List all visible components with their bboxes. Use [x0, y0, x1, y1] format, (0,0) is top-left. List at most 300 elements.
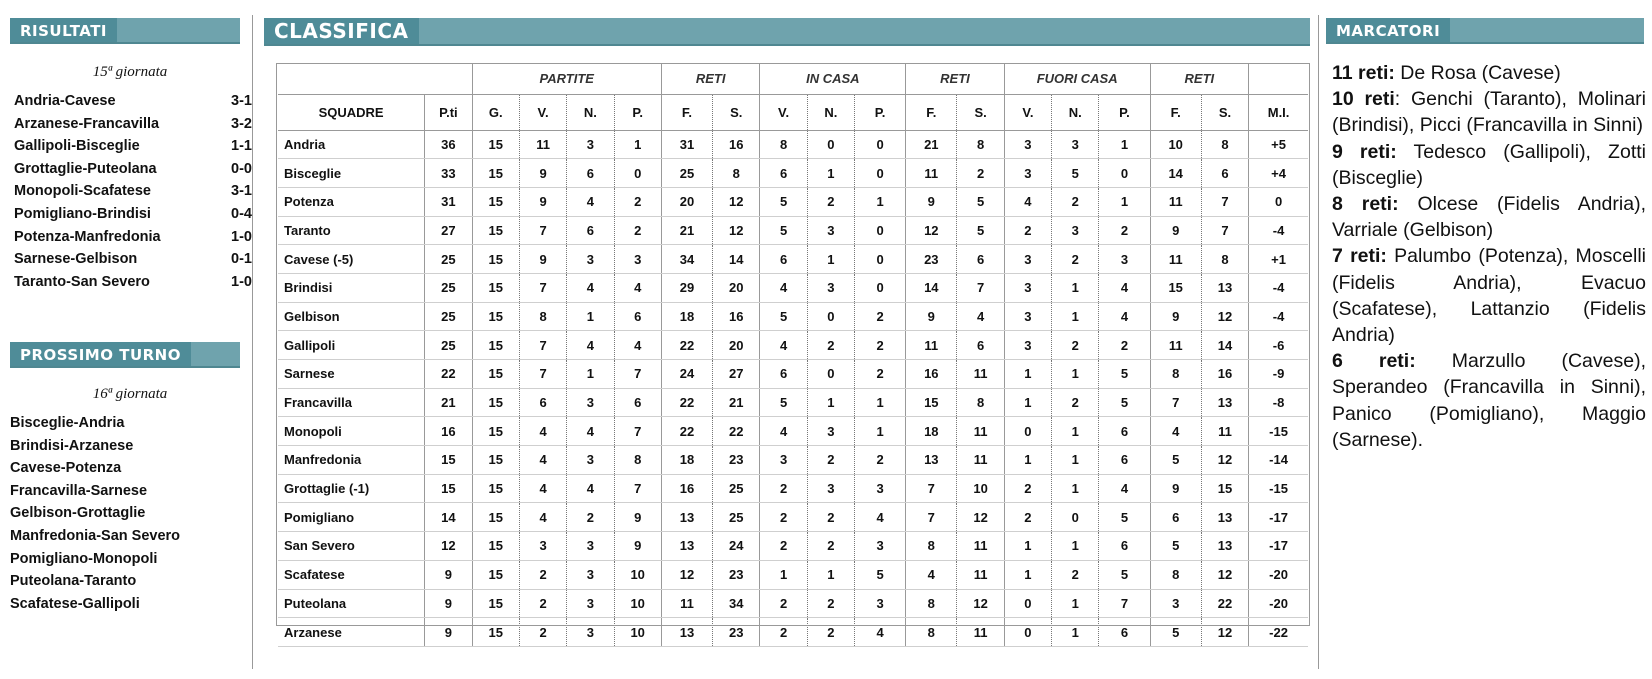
stat-cell: 12 [661, 560, 712, 589]
group-header: RETI [1150, 64, 1249, 94]
risultato-row [14, 180, 252, 203]
scorer-entry [1332, 86, 1646, 138]
stat-cell: 23 [713, 618, 760, 647]
stat-cell: 7 [906, 474, 957, 503]
stat-cell: 15 [472, 532, 519, 561]
stat-cell: 1 [1004, 560, 1051, 589]
prossimo-row: Pomigliano-Monopoli [10, 550, 158, 567]
stat-cell: 4 [567, 474, 614, 503]
stat-cell: 8 [713, 159, 760, 188]
stat-cell: 5 [1150, 532, 1201, 561]
stat-cell: 21 [425, 388, 472, 417]
stat-cell: 7 [906, 503, 957, 532]
stat-cell: 3 [1004, 302, 1051, 331]
team-name: Arzanese [278, 618, 425, 647]
stat-cell: -17 [1249, 503, 1308, 532]
stat-cell: 5 [1150, 446, 1201, 475]
stat-cell: 8 [1201, 130, 1248, 159]
standings-row [278, 589, 1308, 618]
column-header: S. [957, 94, 1004, 130]
team-name: Gelbison [278, 302, 425, 331]
stat-cell: 9 [906, 302, 957, 331]
stat-cell: 2 [519, 589, 566, 618]
stat-cell: 3 [567, 589, 614, 618]
stat-cell: 6 [1099, 532, 1150, 561]
stat-cell: +1 [1249, 245, 1308, 274]
stat-cell: 20 [713, 273, 760, 302]
stat-cell: 8 [614, 446, 661, 475]
stat-cell: 3 [567, 560, 614, 589]
stat-cell: 6 [519, 388, 566, 417]
stat-cell: 2 [1004, 503, 1051, 532]
stat-cell: 1 [1004, 532, 1051, 561]
stat-cell: 0 [1004, 417, 1051, 446]
stat-cell: 1 [1052, 417, 1099, 446]
stat-cell: 2 [855, 446, 906, 475]
stat-cell: 16 [661, 474, 712, 503]
stat-cell: 4 [567, 187, 614, 216]
stat-cell: 16 [1201, 360, 1248, 389]
prossimo-row: Puteolana-Taranto [10, 573, 137, 590]
stat-cell: 3 [567, 532, 614, 561]
match-score: 1-0 [231, 273, 252, 290]
stat-cell: 0 [614, 159, 661, 188]
stat-cell: 4 [614, 331, 661, 360]
stat-cell: 2 [807, 589, 854, 618]
team-name: Monopoli [278, 417, 425, 446]
prossimo-row: Francavilla-Sarnese [10, 482, 148, 499]
stat-cell: 11 [957, 560, 1004, 589]
stat-cell: 18 [661, 302, 712, 331]
classifica-header [264, 18, 1310, 46]
stat-cell: 15 [472, 130, 519, 159]
stat-cell: 4 [855, 618, 906, 647]
stat-cell: 12 [1201, 618, 1248, 647]
stat-cell: 11 [957, 360, 1004, 389]
stat-cell: 1 [760, 560, 807, 589]
standings-row [278, 618, 1308, 647]
stat-cell: 3 [1004, 130, 1051, 159]
stat-cell: 2 [567, 503, 614, 532]
stat-cell: 25 [425, 245, 472, 274]
stat-cell: 10 [614, 618, 661, 647]
column-header: N. [1052, 94, 1099, 130]
stat-cell: 12 [957, 503, 1004, 532]
column-header: F. [1150, 94, 1201, 130]
scorer-goals: 10 reti [1332, 88, 1395, 111]
stat-cell: 3 [1004, 273, 1051, 302]
stat-cell: 11 [906, 159, 957, 188]
stat-cell: 0 [1249, 187, 1308, 216]
stat-cell: -6 [1249, 331, 1308, 360]
stat-cell: 13 [661, 503, 712, 532]
stat-cell: 1 [1004, 360, 1051, 389]
stat-cell: 5 [1099, 360, 1150, 389]
stat-cell: 2 [614, 187, 661, 216]
risultato-row [14, 203, 252, 226]
stat-cell: 0 [855, 130, 906, 159]
stat-cell: 3 [855, 474, 906, 503]
stat-cell: 9 [1150, 216, 1201, 245]
risultato-row [14, 248, 252, 271]
stat-cell: 7 [1201, 216, 1248, 245]
prossimo-row: Gelbison-Grottaglie [10, 505, 146, 522]
scorer-names: Olcese (Fidelis Andria), Varriale (Gelbison) [1332, 193, 1646, 242]
group-header: RETI [661, 64, 760, 94]
stat-cell: 11 [1201, 417, 1248, 446]
standings-row [278, 560, 1308, 589]
stat-cell: 4 [567, 273, 614, 302]
stat-cell: 18 [661, 446, 712, 475]
stat-cell: 1 [855, 417, 906, 446]
team-name: Andria [278, 130, 425, 159]
stat-cell: 1 [855, 388, 906, 417]
stat-cell: 0 [855, 245, 906, 274]
stat-cell: 6 [1201, 159, 1248, 188]
stat-cell: 16 [713, 130, 760, 159]
stat-cell: 6 [614, 388, 661, 417]
stat-cell: 4 [855, 503, 906, 532]
stat-cell: -8 [1249, 388, 1308, 417]
stat-cell: 4 [1099, 474, 1150, 503]
match-score: 1-1 [231, 138, 252, 155]
stat-cell: 4 [1150, 417, 1201, 446]
stat-cell: 0 [855, 216, 906, 245]
match-score: 0-4 [231, 205, 252, 222]
classifica-title: CLASSIFICA [264, 18, 419, 44]
column-header: P. [614, 94, 661, 130]
stat-cell: 15 [472, 417, 519, 446]
match-score: 3-2 [231, 115, 252, 132]
stat-cell: 7 [519, 273, 566, 302]
stat-cell: 3 [1004, 331, 1051, 360]
stat-cell: -9 [1249, 360, 1308, 389]
stat-cell: 6 [760, 159, 807, 188]
stat-cell: 1 [807, 159, 854, 188]
stat-cell: 11 [1150, 187, 1201, 216]
marcatori-list [1332, 60, 1646, 453]
scorer-entry [1332, 243, 1646, 348]
stat-cell: 25 [425, 331, 472, 360]
risultati-header [10, 18, 240, 44]
stat-cell: 11 [661, 589, 712, 618]
stat-cell: 4 [760, 417, 807, 446]
stat-cell: 15 [472, 216, 519, 245]
scorer-goals: 6 reti: [1332, 350, 1416, 373]
scorer-entry [1332, 139, 1646, 191]
stat-cell: 9 [519, 159, 566, 188]
column-header: P. [1099, 94, 1150, 130]
stat-cell: 7 [614, 360, 661, 389]
stat-cell: 18 [906, 417, 957, 446]
team-name: San Severo [278, 532, 425, 561]
group-header: IN CASA [760, 64, 906, 94]
stat-cell: 14 [1201, 331, 1248, 360]
stat-cell: 6 [1099, 417, 1150, 446]
stat-cell: 1 [1052, 446, 1099, 475]
stat-cell: 11 [1150, 245, 1201, 274]
stat-cell: 4 [760, 273, 807, 302]
stat-cell: 12 [957, 589, 1004, 618]
stat-cell: 6 [957, 331, 1004, 360]
stat-cell: 10 [614, 589, 661, 618]
stat-cell: -4 [1249, 216, 1308, 245]
standings-row [278, 187, 1308, 216]
stat-cell: 22 [661, 417, 712, 446]
stat-cell: 3 [1052, 130, 1099, 159]
stat-cell: 1 [807, 560, 854, 589]
stat-cell: 34 [661, 245, 712, 274]
stat-cell: 22 [661, 388, 712, 417]
stat-cell: 13 [906, 446, 957, 475]
divider-left [252, 15, 253, 669]
stat-cell: 6 [1099, 446, 1150, 475]
stat-cell: 3 [1004, 159, 1051, 188]
stat-cell: 15 [472, 187, 519, 216]
standings-row [278, 388, 1308, 417]
match-teams: Potenza-Manfredonia [14, 228, 161, 245]
stat-cell: 2 [760, 503, 807, 532]
match-teams: Pomigliano-Brindisi [14, 205, 151, 222]
stat-cell: 14 [425, 503, 472, 532]
risultato-row [14, 90, 252, 113]
stat-cell: 1 [1052, 589, 1099, 618]
marcatori-header [1326, 18, 1644, 44]
scorer-goals: 7 reti: [1332, 245, 1387, 268]
standings-row [278, 245, 1308, 274]
prossimo-row: Bisceglie-Andria [10, 415, 125, 431]
scorer-names: Marzullo (Cavese), Sperandeo (Francavilla in Sinni), Panico (Pomigliano), Maggio (Sarnese). [1332, 350, 1646, 451]
stat-cell: 0 [855, 159, 906, 188]
match-teams: Arzanese-Francavilla [14, 115, 160, 132]
stat-cell: 11 [519, 130, 566, 159]
stat-cell: -17 [1249, 532, 1308, 561]
group-blank [278, 64, 472, 94]
stat-cell: 8 [957, 388, 1004, 417]
stat-cell: 8 [957, 130, 1004, 159]
stat-cell: 12 [1201, 446, 1248, 475]
stat-cell: 0 [1004, 589, 1051, 618]
stat-cell: 1 [1052, 532, 1099, 561]
team-name: Puteolana [278, 589, 425, 618]
stat-cell: 33 [425, 159, 472, 188]
stat-cell: 27 [425, 216, 472, 245]
prossimo-row: Brindisi-Arzanese [10, 437, 134, 454]
prossimo-row: Cavese-Potenza [10, 460, 122, 477]
stat-cell: 25 [713, 503, 760, 532]
stat-cell: 2 [855, 302, 906, 331]
stat-cell: 13 [1201, 273, 1248, 302]
stat-cell: -22 [1249, 618, 1308, 647]
stat-cell: 2 [807, 503, 854, 532]
stat-cell: 1 [614, 130, 661, 159]
team-name: Sarnese [278, 360, 425, 389]
stat-cell: 2 [807, 446, 854, 475]
stat-cell: 15 [472, 618, 519, 647]
column-header: S. [1201, 94, 1248, 130]
stat-cell: 15 [425, 446, 472, 475]
stat-cell: 1 [1099, 187, 1150, 216]
stat-cell: 4 [957, 302, 1004, 331]
stat-cell: 22 [661, 331, 712, 360]
scorer-names: De Rosa (Cavese) [1394, 62, 1561, 84]
stat-cell: 15 [1201, 474, 1248, 503]
stat-cell: 0 [807, 360, 854, 389]
stat-cell: 2 [519, 618, 566, 647]
stat-cell: 21 [661, 216, 712, 245]
stat-cell: 15 [425, 474, 472, 503]
stat-cell: 15 [472, 560, 519, 589]
stat-cell: 0 [807, 130, 854, 159]
group-header: PARTITE [472, 64, 661, 94]
column-header: M.I. [1249, 94, 1308, 130]
stat-cell: 0 [1099, 159, 1150, 188]
stat-cell: -15 [1249, 474, 1308, 503]
scorer-names: Tedesco (Gallipoli), Zotti (Bisceglie) [1332, 140, 1646, 189]
team-name: Grottaglie (-1) [278, 474, 425, 503]
stat-cell: 15 [472, 503, 519, 532]
column-header: F. [906, 94, 957, 130]
stat-cell: 3 [760, 446, 807, 475]
stat-cell: 10 [614, 560, 661, 589]
stat-cell: 7 [519, 360, 566, 389]
stat-cell: -15 [1249, 417, 1308, 446]
stat-cell: 3 [1150, 589, 1201, 618]
stat-cell: 21 [713, 388, 760, 417]
stat-cell: -20 [1249, 560, 1308, 589]
stat-cell: 3 [567, 446, 614, 475]
stat-cell: 15 [472, 159, 519, 188]
stat-cell: 1 [807, 388, 854, 417]
stat-cell: 8 [1201, 245, 1248, 274]
stat-cell: 15 [472, 273, 519, 302]
column-header: V. [760, 94, 807, 130]
stat-cell: 1 [1004, 446, 1051, 475]
stat-cell: 24 [713, 532, 760, 561]
standings-row [278, 130, 1308, 159]
stat-cell: 7 [957, 273, 1004, 302]
stat-cell: 11 [957, 532, 1004, 561]
prossimo-giornata: 16ª giornata [92, 386, 168, 402]
standings-row [278, 216, 1308, 245]
column-header: SQUADRE [278, 94, 425, 130]
stat-cell: 9 [614, 532, 661, 561]
stat-cell: 9 [519, 187, 566, 216]
team-name: Pomigliano [278, 503, 425, 532]
stat-cell: -14 [1249, 446, 1308, 475]
stat-cell: 13 [1201, 503, 1248, 532]
marcatori-title: MARCATORI [1326, 18, 1450, 42]
stat-cell: 3 [567, 388, 614, 417]
stat-cell: 15 [472, 388, 519, 417]
stat-cell: 4 [519, 446, 566, 475]
stat-cell: 7 [519, 331, 566, 360]
stat-cell: 11 [957, 618, 1004, 647]
stat-cell: 9 [519, 245, 566, 274]
standings-row [278, 159, 1308, 188]
team-name: Scafatese [278, 560, 425, 589]
stat-cell: 2 [760, 589, 807, 618]
stat-cell: 11 [906, 331, 957, 360]
prossimo-header [10, 342, 240, 368]
prossimo-row: Manfredonia-San Severo [10, 527, 181, 544]
stat-cell: 31 [661, 130, 712, 159]
stat-cell: 9 [906, 187, 957, 216]
standings-row [278, 417, 1308, 446]
stat-cell: 1 [1052, 302, 1099, 331]
stat-cell: 4 [1004, 187, 1051, 216]
stat-cell: 2 [807, 618, 854, 647]
stat-cell: 12 [1201, 302, 1248, 331]
stat-cell: 2 [807, 532, 854, 561]
stat-cell: 6 [614, 302, 661, 331]
risultati-giornata: 15ª giornata [92, 64, 168, 80]
standings-row [278, 532, 1308, 561]
stat-cell: 9 [1150, 302, 1201, 331]
stat-cell: 25 [661, 159, 712, 188]
scorer-names: : Genchi (Taranto), Molinari (Brindisi), Picci (Francavilla in Sinni) [1332, 88, 1646, 137]
stat-cell: 23 [906, 245, 957, 274]
stat-cell: 9 [1150, 474, 1201, 503]
stat-cell: 15 [472, 331, 519, 360]
stat-cell: 4 [1099, 302, 1150, 331]
stat-cell: 7 [1150, 388, 1201, 417]
match-teams: Andria-Cavese [14, 93, 116, 109]
stat-cell: 12 [713, 216, 760, 245]
standings-row [278, 446, 1308, 475]
stat-cell: 2 [855, 331, 906, 360]
match-score: 1-0 [231, 228, 252, 245]
match-score: 3-1 [231, 183, 252, 200]
stat-cell: 5 [957, 216, 1004, 245]
stat-cell: 3 [807, 216, 854, 245]
stat-cell: 9 [425, 589, 472, 618]
stat-cell: 15 [472, 302, 519, 331]
stat-cell: 2 [1004, 216, 1051, 245]
stat-cell: 8 [519, 302, 566, 331]
stat-cell: 2 [1052, 388, 1099, 417]
standings-row [278, 331, 1308, 360]
prossimo-list [10, 412, 250, 615]
stat-cell: 25 [713, 474, 760, 503]
risultato-row [14, 135, 252, 158]
stat-cell: 0 [807, 302, 854, 331]
stat-cell: 5 [1099, 388, 1150, 417]
stat-cell: 7 [614, 474, 661, 503]
match-teams: Sarnese-Gelbison [14, 251, 138, 268]
stat-cell: 1 [1099, 130, 1150, 159]
team-name: Brindisi [278, 273, 425, 302]
stat-cell: 36 [425, 130, 472, 159]
stat-cell: 0 [1004, 618, 1051, 647]
prossimo-row: Scafatese-Gallipoli [10, 595, 140, 612]
column-header: P. [855, 94, 906, 130]
stat-cell: 9 [614, 503, 661, 532]
match-teams: Grottaglie-Puteolana [14, 160, 157, 177]
stat-cell: 3 [614, 245, 661, 274]
stat-cell: 6 [760, 360, 807, 389]
stat-cell: 6 [1099, 618, 1150, 647]
stat-cell: 8 [760, 130, 807, 159]
classifica-table [278, 64, 1308, 647]
stat-cell: 3 [1004, 245, 1051, 274]
stat-cell: 0 [1052, 503, 1099, 532]
stat-cell: +4 [1249, 159, 1308, 188]
stat-cell: 4 [906, 560, 957, 589]
stat-cell: 11 [957, 446, 1004, 475]
stat-cell: 1 [807, 245, 854, 274]
stat-cell: 1 [1004, 388, 1051, 417]
